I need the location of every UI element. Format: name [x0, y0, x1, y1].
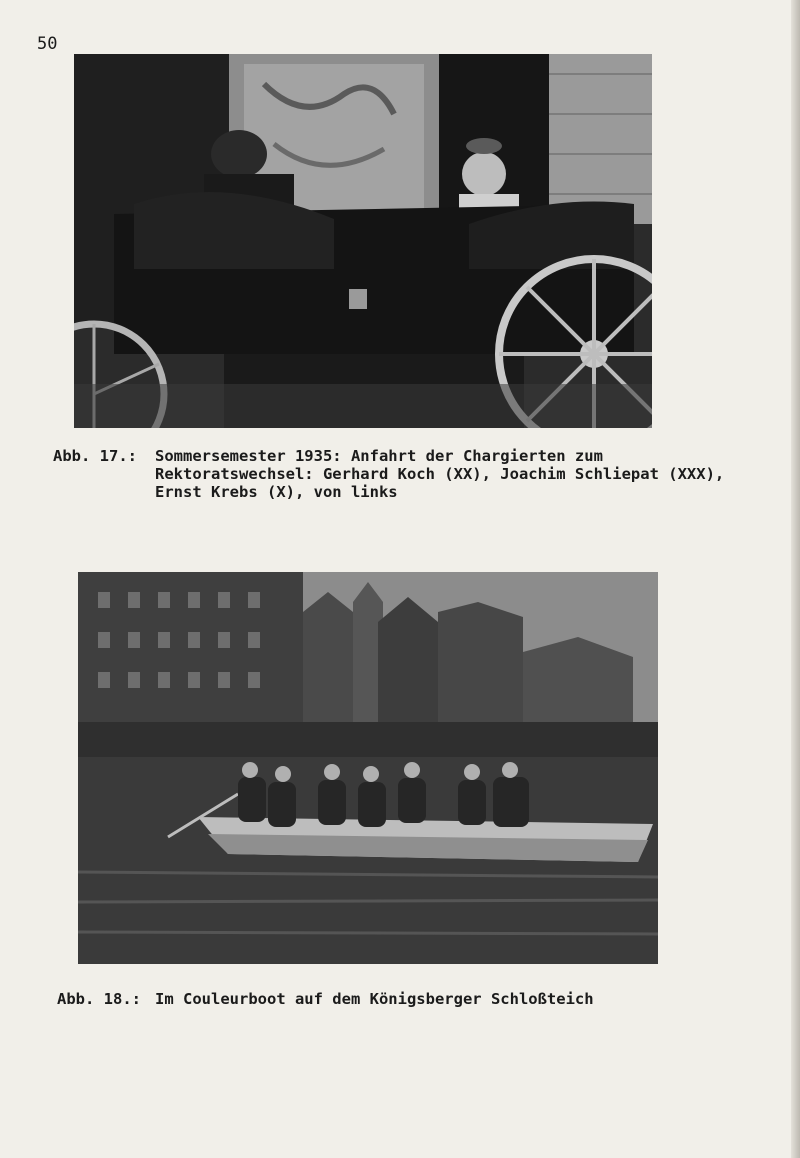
- caption-line: Im Couleurboot auf dem Königsberger Schloßteich: [155, 990, 594, 1008]
- page-number: 50: [37, 34, 58, 54]
- caption-line: Ernst Krebs (X), von links: [155, 483, 398, 501]
- figure-caption: [57, 990, 594, 1008]
- caption-line: Rektoratswechsel: Gerhard Koch (XX), Joachim Schliepat (XXX),: [155, 465, 725, 483]
- figure-label: Abb. 17.:: [53, 447, 137, 465]
- caption-line: Sommersemester 1935: Anfahrt der Chargierten zum: [155, 447, 603, 465]
- figure-caption: [53, 447, 724, 501]
- photo-carriage: [74, 54, 652, 428]
- page-edge-shadow: [791, 0, 800, 1158]
- figure-label: Abb. 18.:: [57, 990, 141, 1008]
- photo-boat: [78, 572, 658, 964]
